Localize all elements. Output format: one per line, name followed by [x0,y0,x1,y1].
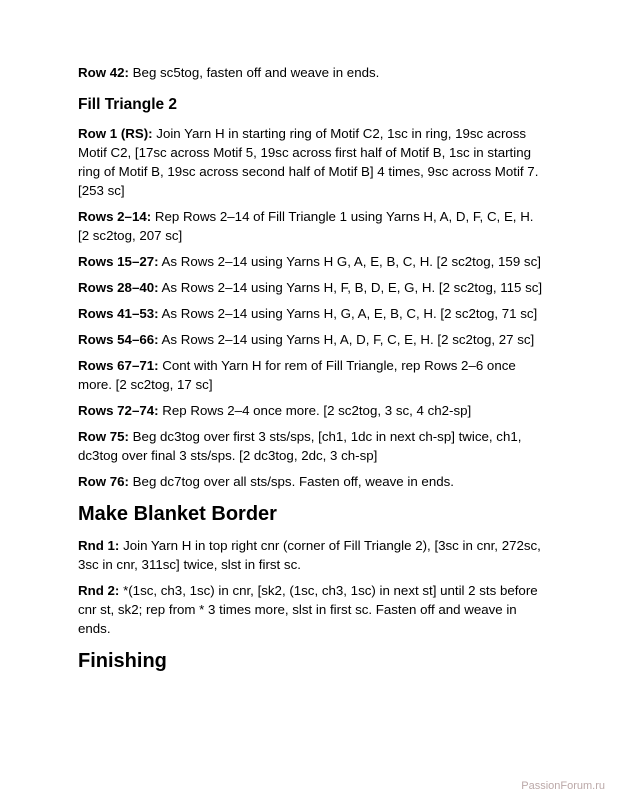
pattern-text-column [78,63,545,683]
row-label: Rows 2–14: [78,209,152,224]
instruction-rows-67-71 [78,356,545,394]
row-text: As Rows 2–14 using Yarns H G, A, E, B, C, H. [2 sc2tog, 159 sc] [158,254,541,269]
instruction-rnd-2 [78,581,545,638]
row-label: Rnd 1: [78,538,120,553]
row-text: Rep Rows 2–4 once more. [2 sc2tog, 3 sc, 4 ch2-sp] [158,403,472,418]
row-label: Rnd 2: [78,583,120,598]
row-text: Beg dc7tog over all sts/sps. Fasten off, weave in ends. [128,474,454,489]
row-label: Rows 28–40: [78,280,159,295]
row-text: Join Yarn H in starting ring of Motif C2, 1sc in ring, 19sc across Motif C2, [17sc across Motif 5, 19sc across first half of Motif B, 1sc in starting ring of Motif B, 19sc across second half of Motif B] 4 times, 9sc across Motif 7. [253 sc] [78,126,539,198]
row-text: Cont with Yarn H for rem of Fill Triangle, rep Rows 2–6 once more. [2 sc2tog, 17 sc] [78,358,516,392]
instruction-rows-41-53 [78,304,545,323]
row-text: Join Yarn H in top right cnr (corner of Fill Triangle 2), [3sc in cnr, 272sc, 3sc in cnr, 311sc] twice, slst in first sc. [78,538,541,572]
instruction-rows-2-14 [78,207,545,245]
row-label: Rows 41–53: [78,306,159,321]
instruction-row-42 [78,63,545,82]
row-label: Rows 67–71: [78,358,159,373]
row-text: Beg dc3tog over first 3 sts/sps, [ch1, 1dc in next ch-sp] twice, ch1, dc3tog over final 3 sts/sps. [2 dc3tog, 2dc, 3 ch-sp] [78,429,522,463]
row-label: Row 1 (RS): [78,126,153,141]
instruction-row-75 [78,427,545,465]
row-text: As Rows 2–14 using Yarns H, F, B, D, E, G, H. [2 sc2tog, 115 sc] [158,280,543,295]
row-text: *(1sc, ch3, 1sc) in cnr, [sk2, (1sc, ch3, 1sc) in next st] until 2 sts before cnr st, sk2; rep from * 3 times more, slst in first sc. Fasten off and weave in ends. [78,583,538,636]
instruction-rows-28-40 [78,278,545,297]
row-text: As Rows 2–14 using Yarns H, G, A, E, B, C, H. [2 sc2tog, 71 sc] [158,306,538,321]
section-heading-finishing: Finishing [78,650,167,672]
instruction-rows-72-74 [78,401,545,420]
section-heading-fill-triangle-2: Fill Triangle 2 [78,96,178,113]
row-label: Rows 15–27: [78,254,159,269]
row-label: Row 75: [78,429,129,444]
row-label: Row 76: [78,474,129,489]
watermark-text: PassionForum.ru [521,780,605,792]
row-text: As Rows 2–14 using Yarns H, A, D, F, C, E, H. [2 sc2tog, 27 sc] [158,332,535,347]
row-text: Rep Rows 2–14 of Fill Triangle 1 using Yarns H, A, D, F, C, E, H. [2 sc2tog, 207 sc] [78,209,534,243]
instruction-row-1 [78,124,545,200]
section-heading-make-blanket-border: Make Blanket Border [78,503,277,525]
instruction-rows-15-27 [78,252,545,271]
row-label: Rows 54–66: [78,332,159,347]
instruction-rows-54-66 [78,330,545,349]
row-label: Row 42: [78,65,129,80]
instruction-row-76 [78,472,545,491]
instruction-rnd-1 [78,536,545,574]
row-label: Rows 72–74: [78,403,159,418]
row-text: Beg sc5tog, fasten off and weave in ends. [128,65,380,80]
